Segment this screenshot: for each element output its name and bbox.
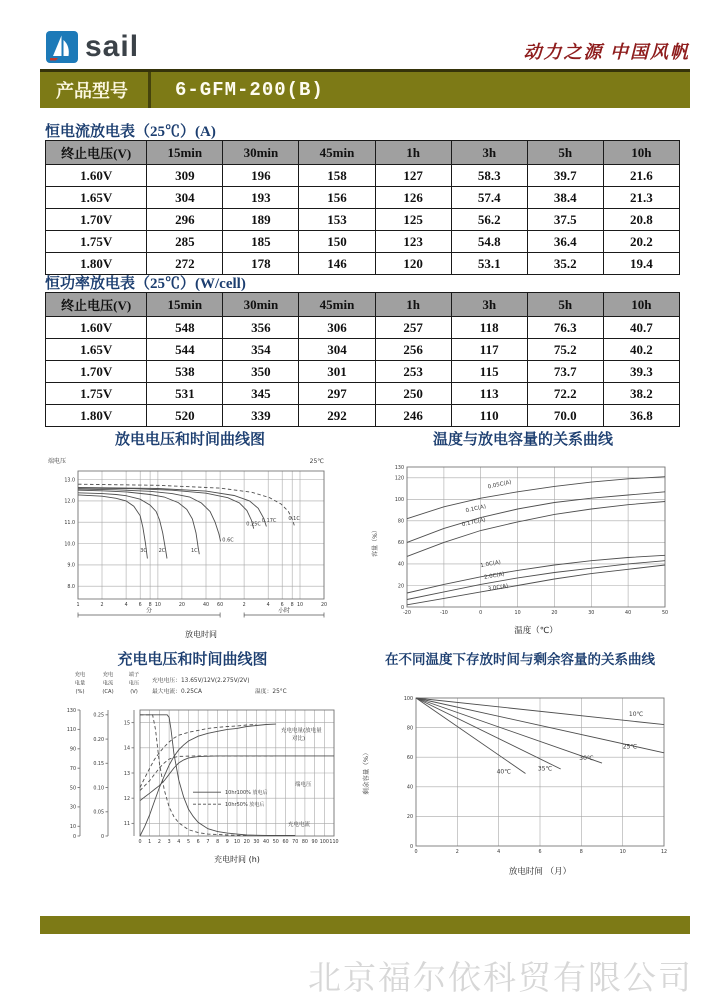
column-header: 30min	[223, 293, 299, 317]
svg-text:0: 0	[409, 844, 413, 850]
svg-text:13: 13	[123, 771, 130, 777]
svg-text:12.0: 12.0	[64, 499, 75, 505]
data-cell: 156	[299, 187, 375, 209]
data-cell: 40.2	[603, 339, 679, 361]
watermark-text: 北京福尔依科贸有限公司	[308, 959, 693, 996]
svg-text:80: 80	[397, 519, 404, 525]
data-cell: 20.8	[603, 209, 679, 231]
data-cell: 272	[147, 253, 223, 275]
svg-text:充电: 充电	[74, 672, 86, 678]
svg-text:20: 20	[320, 603, 328, 608]
series-0.17C(A)	[407, 502, 665, 557]
data-cell: 196	[223, 165, 299, 187]
data-cell: 292	[299, 405, 375, 427]
svg-text:10: 10	[69, 825, 76, 831]
svg-text:100: 100	[319, 840, 329, 845]
svg-text:2C: 2C	[158, 548, 166, 555]
data-cell: 113	[451, 383, 527, 405]
column-header: 5h	[527, 293, 603, 317]
svg-text:1C: 1C	[191, 548, 198, 555]
data-cell: 146	[299, 253, 375, 275]
svg-text:电压: 电压	[128, 680, 140, 687]
constant-current-discharge-table	[45, 140, 680, 275]
svg-text:温度：25°C: 温度：25°C	[255, 689, 287, 695]
data-cell: 350	[223, 361, 299, 383]
svg-text:分: 分	[146, 607, 153, 615]
svg-text:剩余容量（%）: 剩余容量（%）	[362, 749, 370, 795]
data-cell: 548	[147, 317, 223, 339]
brand-name: sail	[85, 30, 140, 63]
svg-text:80: 80	[301, 840, 308, 845]
svg-text:130: 130	[66, 708, 76, 714]
svg-text:10℃: 10℃	[628, 710, 644, 718]
data-cell: 70.0	[527, 405, 603, 427]
svg-text:11.0: 11.0	[64, 521, 75, 526]
constant-power-discharge-table	[45, 292, 680, 427]
svg-text:-10: -10	[439, 611, 448, 616]
brand-slogan: 动力之源 中国风帆	[523, 42, 690, 62]
svg-text:充电电量(放电量: 充电电量(放电量	[281, 728, 322, 734]
data-cell: 150	[299, 231, 375, 253]
data-cell: 153	[299, 209, 375, 231]
svg-text:2: 2	[455, 850, 459, 855]
data-cell: 19.4	[603, 253, 679, 275]
svg-text:0: 0	[138, 840, 142, 845]
svg-text:4: 4	[497, 850, 501, 855]
table-row	[46, 231, 680, 253]
svg-text:温度（℃）: 温度（℃）	[514, 626, 558, 636]
series-2C	[78, 493, 167, 559]
table-row	[46, 339, 680, 361]
data-cell: 309	[147, 165, 223, 187]
data-cell: 301	[299, 361, 375, 383]
svg-text:8: 8	[148, 603, 152, 608]
svg-text:端电压: 端电压	[48, 458, 67, 465]
svg-text:(CA): (CA)	[102, 689, 114, 695]
svg-text:0.1C(A): 0.1C(A)	[465, 503, 487, 515]
column-header: 3h	[451, 293, 527, 317]
svg-text:10: 10	[619, 850, 626, 855]
data-cell: 339	[223, 405, 299, 427]
data-cell: 185	[223, 231, 299, 253]
data-cell: 356	[223, 317, 299, 339]
svg-text:30: 30	[588, 611, 595, 616]
svg-text:25℃: 25℃	[309, 458, 324, 465]
series-0.6C	[78, 489, 221, 541]
svg-text:端电压: 端电压	[295, 782, 312, 788]
data-cell: 35.2	[527, 253, 603, 275]
svg-text:0: 0	[100, 834, 104, 840]
data-cell: 118	[451, 317, 527, 339]
svg-text:最大电流：0.25CA: 最大电流：0.25CA	[152, 689, 202, 695]
data-cell: 75.2	[527, 339, 603, 361]
data-cell: 125	[375, 209, 451, 231]
table-row	[46, 317, 680, 339]
svg-text:8: 8	[290, 603, 294, 608]
svg-text:0: 0	[414, 850, 418, 855]
data-cell: 39.7	[527, 165, 603, 187]
svg-text:10.0: 10.0	[64, 542, 75, 548]
svg-text:0: 0	[400, 605, 404, 611]
charge-voltage-time-chart	[40, 666, 345, 890]
series-35℃	[416, 698, 561, 769]
data-cell: 39.3	[603, 361, 679, 383]
svg-text:4: 4	[177, 840, 181, 845]
svg-text:0.20: 0.20	[93, 737, 104, 743]
svg-text:12: 12	[660, 850, 668, 855]
svg-text:6: 6	[280, 603, 284, 608]
svg-text:30: 30	[253, 840, 260, 845]
svg-text:20: 20	[406, 815, 413, 821]
series-2.0C(A)	[407, 561, 665, 600]
svg-text:充电电流: 充电电流	[288, 822, 311, 828]
series-充电电流-50%放电后	[140, 715, 247, 836]
column-header: 10h	[603, 141, 679, 165]
table-row	[46, 165, 680, 187]
svg-text:10: 10	[154, 603, 161, 608]
table-row	[46, 383, 680, 405]
svg-text:0.10: 0.10	[93, 786, 104, 792]
data-cell: 246	[375, 405, 451, 427]
chart-title-storage-capacity: 在不同温度下存放时间与剩余容量的关系曲线	[385, 652, 655, 667]
data-cell: 257	[375, 317, 451, 339]
svg-text:0.17C(A): 0.17C(A)	[461, 517, 487, 529]
product-model-value: 6-GFM-200(B)	[175, 79, 324, 101]
svg-text:40: 40	[202, 603, 210, 608]
svg-text:25℃: 25℃	[622, 743, 638, 751]
svg-text:1.0C(A): 1.0C(A)	[480, 559, 502, 570]
svg-text:40: 40	[397, 562, 404, 568]
data-cell: 253	[375, 361, 451, 383]
data-cell: 58.3	[451, 165, 527, 187]
svg-text:6: 6	[196, 840, 200, 845]
svg-text:40: 40	[625, 611, 632, 616]
row-header-cell: 1.80V	[46, 253, 147, 275]
data-cell: 345	[223, 383, 299, 405]
data-cell: 72.2	[527, 383, 603, 405]
svg-text:40℃: 40℃	[496, 768, 511, 776]
row-header-cell: 1.65V	[46, 187, 147, 209]
data-cell: 57.4	[451, 187, 527, 209]
data-cell: 36.4	[527, 231, 603, 253]
row-header-cell: 1.70V	[46, 209, 147, 231]
column-header: 30min	[223, 141, 299, 165]
data-cell: 256	[375, 339, 451, 361]
svg-text:90: 90	[69, 747, 76, 753]
data-cell: 520	[147, 405, 223, 427]
data-cell: 56.2	[451, 209, 527, 231]
svg-text:11: 11	[123, 822, 130, 828]
svg-text:(%): (%)	[75, 689, 85, 695]
svg-text:4: 4	[124, 603, 128, 608]
svg-text:2: 2	[157, 840, 161, 845]
data-cell: 38.4	[527, 187, 603, 209]
data-cell: 110	[451, 405, 527, 427]
column-header: 5h	[527, 141, 603, 165]
row-header-cell: 1.70V	[46, 361, 147, 383]
svg-text:充电: 充电	[102, 672, 114, 678]
column-header: 1h	[375, 141, 451, 165]
row-header-cell: 1.75V	[46, 231, 147, 253]
storage-time-capacity-chart	[352, 666, 686, 890]
data-cell: 36.8	[603, 405, 679, 427]
svg-text:0.05: 0.05	[93, 810, 104, 816]
svg-text:0: 0	[479, 611, 483, 616]
svg-text:40: 40	[406, 785, 413, 791]
sail-logo-icon	[46, 31, 78, 63]
svg-text:8.0: 8.0	[67, 585, 75, 590]
svg-text:10hr50% 放电后: 10hr50% 放电后	[225, 802, 265, 808]
data-cell: 76.3	[527, 317, 603, 339]
svg-text:0.17C: 0.17C	[261, 518, 277, 525]
data-cell: 73.7	[527, 361, 603, 383]
data-cell: 296	[147, 209, 223, 231]
column-header: 10h	[603, 293, 679, 317]
chart-title-temperature-capacity: 温度与放电容量的关系曲线	[432, 432, 613, 448]
svg-text:对比): 对比)	[292, 736, 306, 742]
data-cell: 117	[451, 339, 527, 361]
column-header: 终止电压(V)	[46, 141, 147, 165]
svg-text:60: 60	[406, 756, 413, 761]
svg-text:50: 50	[661, 611, 669, 616]
data-cell: 158	[299, 165, 375, 187]
row-header-cell: 1.75V	[46, 383, 147, 405]
data-cell: 297	[299, 383, 375, 405]
series-3.0C(A)	[407, 565, 665, 605]
data-cell: 126	[375, 187, 451, 209]
svg-text:0.15: 0.15	[93, 762, 104, 768]
svg-text:9.0: 9.0	[67, 563, 75, 569]
column-header: 3h	[451, 141, 527, 165]
svg-text:50: 50	[272, 840, 279, 845]
product-model-bar	[40, 69, 690, 108]
data-cell: 304	[147, 187, 223, 209]
svg-text:20: 20	[397, 584, 404, 590]
svg-text:70: 70	[69, 767, 76, 772]
data-cell: 21.6	[603, 165, 679, 187]
svg-text:60: 60	[217, 603, 224, 608]
svg-text:容量（%）: 容量（%）	[372, 527, 379, 557]
svg-text:4: 4	[266, 603, 270, 608]
svg-text:70: 70	[292, 840, 299, 845]
brand-logo	[46, 30, 139, 64]
series-0.05C(A)	[407, 477, 665, 519]
svg-text:110: 110	[329, 840, 339, 845]
data-cell: 37.5	[527, 209, 603, 231]
data-cell: 544	[147, 339, 223, 361]
svg-text:30℃: 30℃	[579, 755, 594, 763]
svg-text:8: 8	[216, 840, 220, 845]
table-row	[46, 209, 680, 231]
svg-text:100: 100	[403, 696, 413, 702]
data-cell: 21.3	[603, 187, 679, 209]
row-header-cell: 1.60V	[46, 165, 147, 187]
data-cell: 178	[223, 253, 299, 275]
series-40℃	[416, 698, 526, 774]
svg-text:-20: -20	[403, 611, 411, 616]
data-cell: 538	[147, 361, 223, 383]
data-cell: 40.7	[603, 317, 679, 339]
svg-text:充电时间 (h): 充电时间 (h)	[214, 855, 260, 864]
table-row	[46, 187, 680, 209]
svg-text:12: 12	[123, 797, 130, 802]
svg-text:2: 2	[100, 603, 104, 608]
svg-text:90: 90	[311, 840, 318, 845]
svg-text:1: 1	[148, 840, 152, 845]
svg-text:0.05C(A): 0.05C(A)	[487, 479, 513, 491]
data-cell: 54.8	[451, 231, 527, 253]
series-3C	[78, 495, 147, 559]
svg-text:6: 6	[538, 850, 542, 855]
data-cell: 193	[223, 187, 299, 209]
svg-text:8: 8	[579, 850, 583, 855]
svg-text:10hr100% 放电后: 10hr100% 放电后	[225, 790, 268, 796]
series-1.0C(A)	[407, 555, 665, 593]
svg-text:10: 10	[514, 611, 521, 616]
svg-text:5: 5	[186, 840, 191, 845]
svg-text:3C: 3C	[140, 548, 147, 555]
svg-text:放电时间: 放电时间	[185, 630, 217, 639]
table-title-constant-power: 恒功率放电表（25℃）(W/cell)	[45, 276, 246, 292]
svg-text:120: 120	[394, 476, 404, 482]
footer-bar	[40, 916, 690, 934]
data-cell: 250	[375, 383, 451, 405]
svg-text:60: 60	[282, 840, 289, 845]
svg-text:15: 15	[123, 721, 130, 727]
svg-text:3.0C(A): 3.0C(A)	[487, 583, 509, 593]
product-model-label: 产品型号	[56, 81, 128, 101]
svg-text:(V): (V)	[130, 689, 138, 695]
svg-text:9: 9	[225, 840, 229, 845]
column-header: 终止电压(V)	[46, 293, 147, 317]
row-header-cell: 1.60V	[46, 317, 147, 339]
svg-text:13.0: 13.0	[64, 478, 75, 484]
bar-divider	[148, 72, 151, 108]
data-cell: 285	[147, 231, 223, 253]
svg-text:60: 60	[397, 541, 404, 547]
data-cell: 20.2	[603, 231, 679, 253]
svg-text:2: 2	[242, 603, 246, 608]
svg-text:电量: 电量	[74, 680, 86, 687]
svg-text:0.6C: 0.6C	[222, 537, 234, 544]
svg-text:100: 100	[394, 498, 404, 504]
data-cell: 53.1	[451, 253, 527, 275]
svg-text:80: 80	[406, 726, 413, 732]
table-row	[46, 361, 680, 383]
svg-text:0.25: 0.25	[93, 713, 104, 719]
data-cell: 189	[223, 209, 299, 231]
svg-text:14: 14	[123, 746, 130, 752]
svg-text:20: 20	[178, 603, 185, 608]
svg-text:50: 50	[69, 786, 76, 792]
svg-text:20: 20	[243, 840, 250, 845]
svg-text:3: 3	[167, 840, 171, 845]
svg-text:小时: 小时	[278, 607, 291, 615]
svg-text:110: 110	[66, 728, 76, 734]
svg-text:0.1C: 0.1C	[288, 516, 300, 523]
row-header-cell: 1.65V	[46, 339, 147, 361]
svg-text:0: 0	[72, 834, 76, 840]
discharge-voltage-time-chart	[40, 447, 340, 645]
svg-text:10: 10	[233, 840, 241, 845]
data-cell: 306	[299, 317, 375, 339]
data-cell: 531	[147, 383, 223, 405]
svg-text:2.0C(A): 2.0C(A)	[483, 571, 506, 581]
svg-text:30: 30	[69, 805, 76, 811]
column-header: 45min	[299, 141, 375, 165]
data-cell: 115	[451, 361, 527, 383]
svg-text:7: 7	[206, 840, 210, 845]
svg-text:35℃: 35℃	[537, 765, 553, 773]
data-cell: 123	[375, 231, 451, 253]
svg-text:10: 10	[296, 603, 304, 608]
svg-text:1: 1	[76, 603, 80, 608]
data-cell: 120	[375, 253, 451, 275]
data-cell: 304	[299, 339, 375, 361]
row-header-cell: 1.80V	[46, 405, 147, 427]
chart-title-discharge-voltage: 放电电压和时间曲线图	[114, 432, 265, 448]
column-header: 45min	[299, 293, 375, 317]
svg-text:20: 20	[551, 611, 558, 616]
svg-text:充电电压：13.65V/12V(2.275V/2V): 充电电压：13.65V/12V(2.275V/2V)	[152, 678, 250, 684]
data-cell: 127	[375, 165, 451, 187]
svg-text:6: 6	[138, 603, 142, 608]
column-header: 1h	[375, 293, 451, 317]
data-cell: 38.2	[603, 383, 679, 405]
svg-text:130: 130	[394, 465, 404, 471]
svg-text:40: 40	[263, 840, 270, 845]
svg-text:电流: 电流	[102, 680, 114, 687]
data-cell: 354	[223, 339, 299, 361]
table-row	[46, 405, 680, 427]
column-header: 15min	[147, 293, 223, 317]
column-header: 15min	[147, 141, 223, 165]
temperature-capacity-chart	[363, 447, 683, 645]
svg-text:0.25C: 0.25C	[246, 521, 261, 528]
svg-text:放电时间 （月）: 放电时间 （月）	[508, 867, 572, 877]
table-title-constant-current: 恒电流放电表（25℃）(A)	[45, 124, 216, 140]
chart-title-charge-voltage: 充电电压和时间曲线图	[117, 652, 268, 668]
svg-text:端子: 端子	[128, 672, 140, 678]
